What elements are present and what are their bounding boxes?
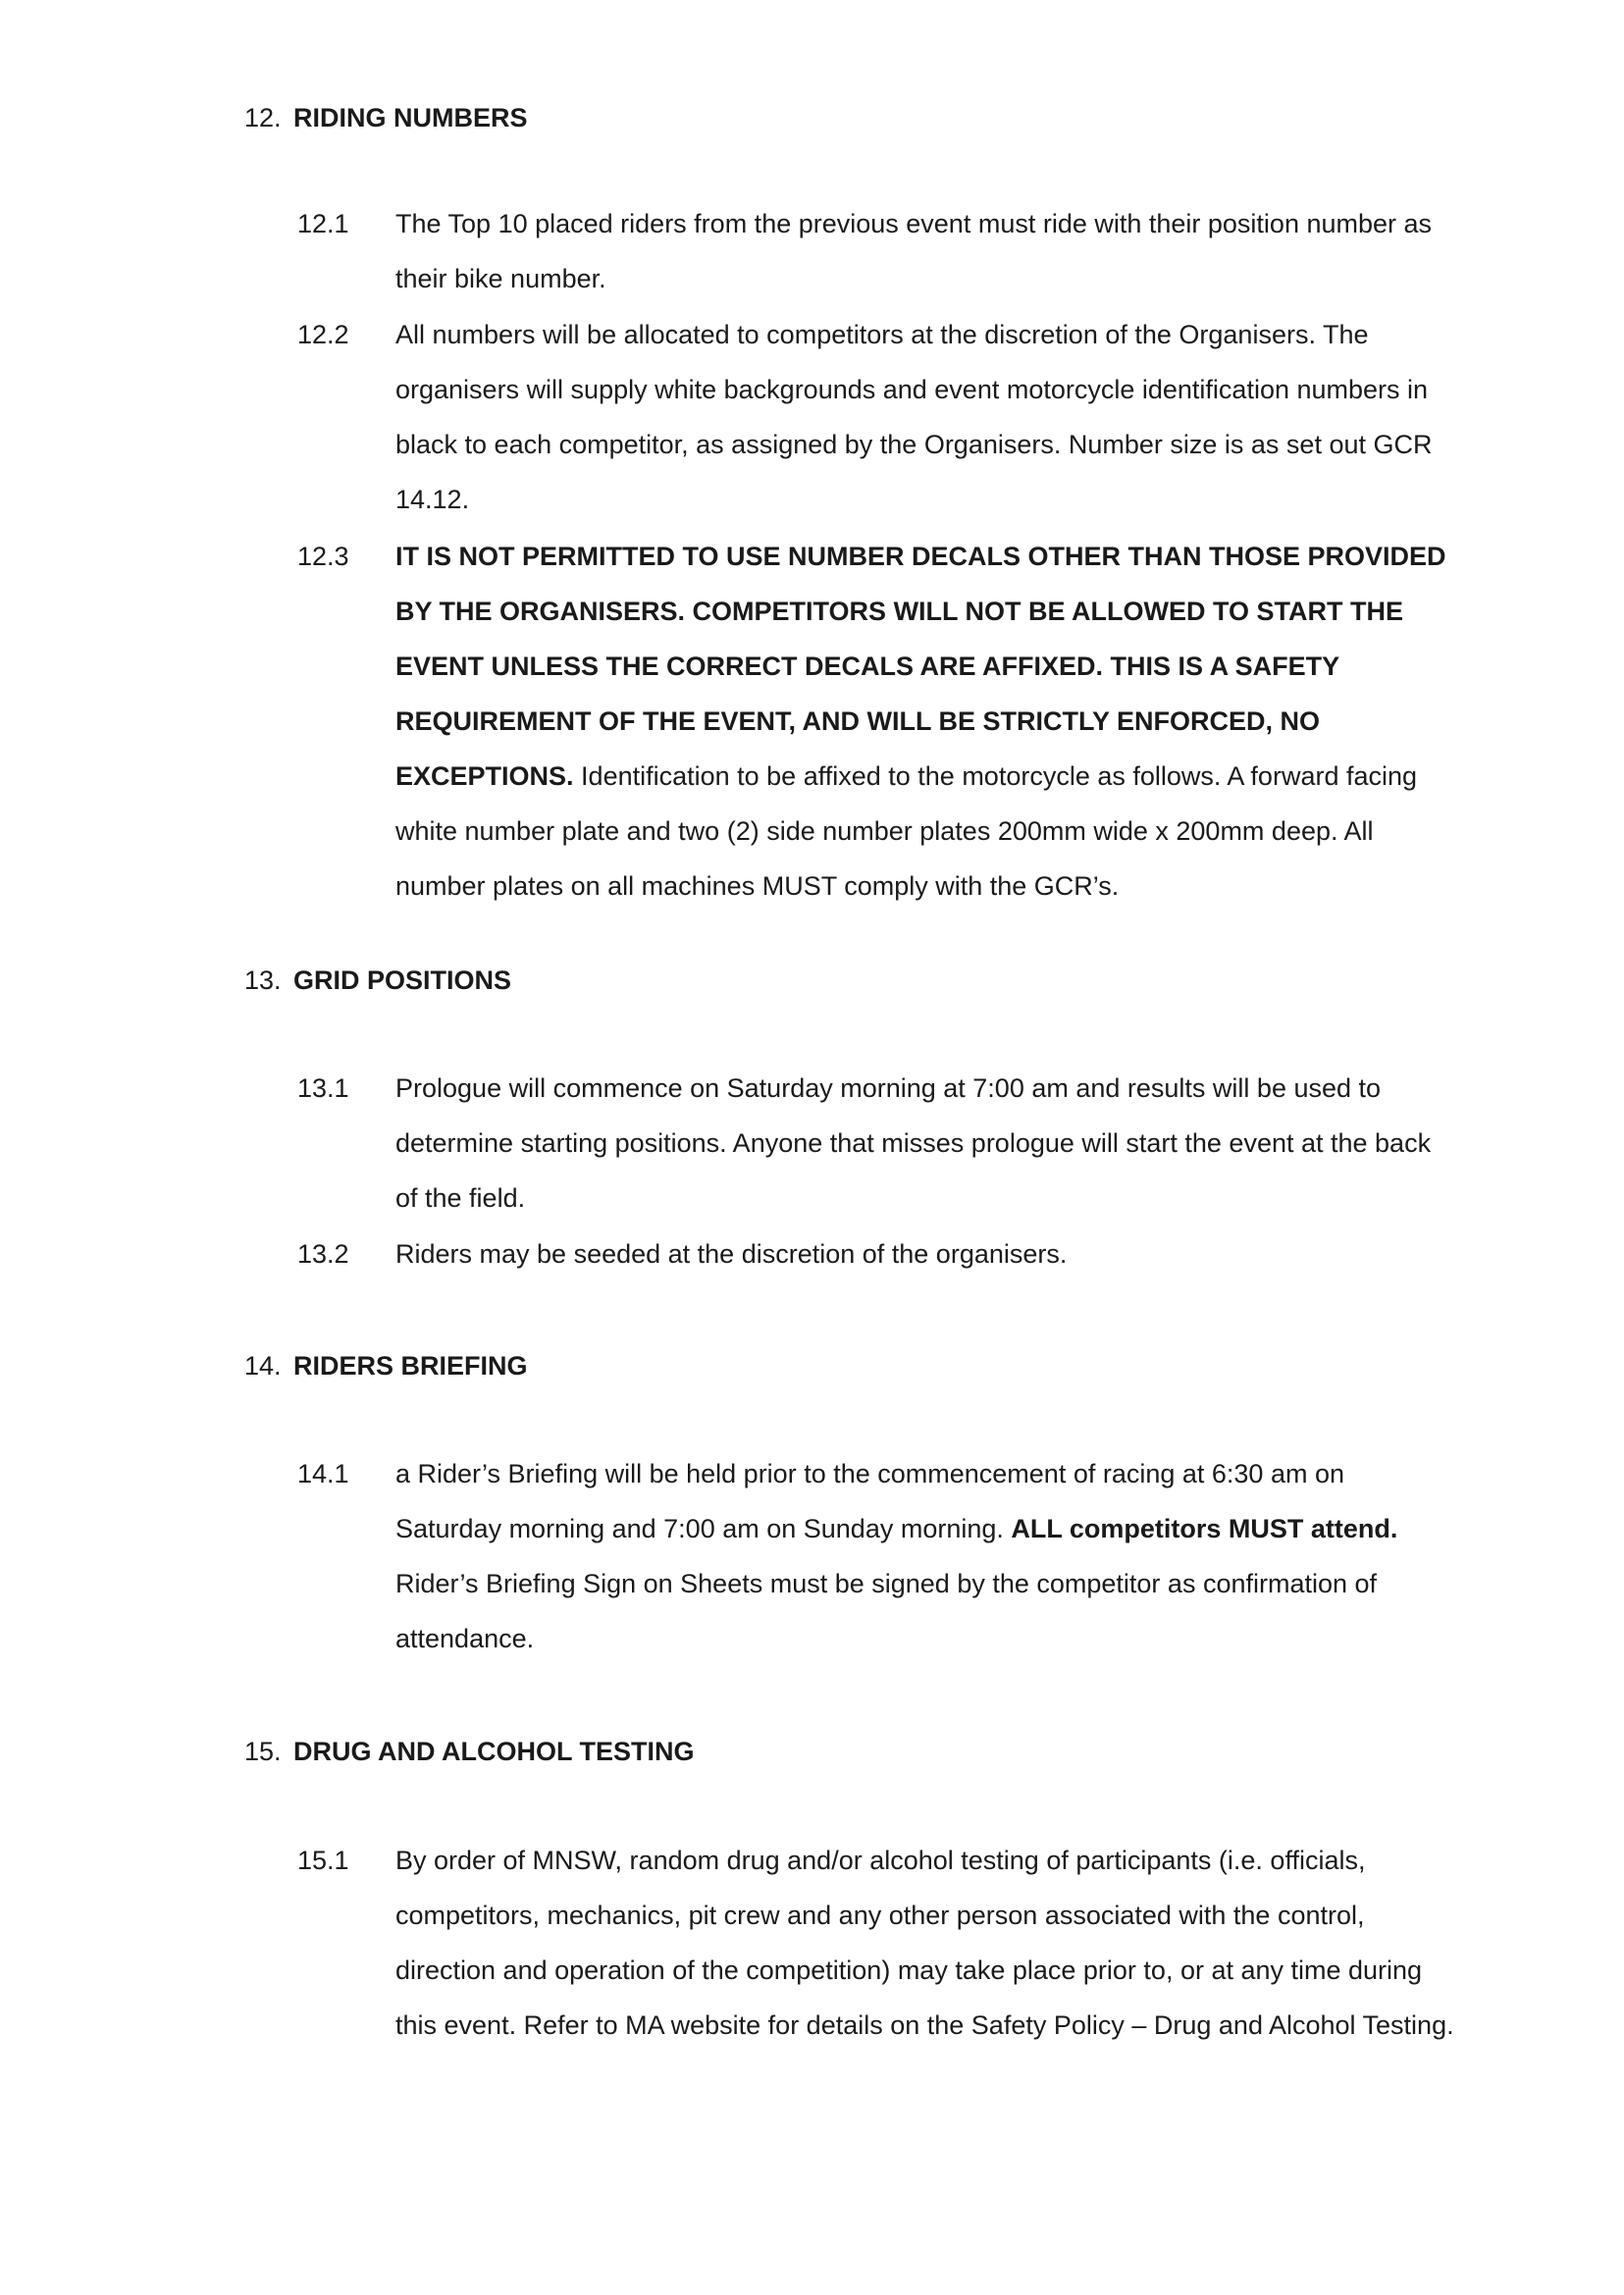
- clause-12-3: [297, 529, 1455, 913]
- section-title: DRUG AND ALCOHOL TESTING: [293, 1737, 695, 1766]
- section-number: 15.: [244, 1737, 282, 1766]
- clause-text: Riders may be seeded at the discretion of the organisers.: [395, 1239, 1068, 1269]
- section-heading-15: [244, 1739, 695, 1765]
- clause-text: The Top 10 placed riders from the previous event must ride with their position number as their bike number.: [395, 209, 1433, 293]
- section-heading-14: [244, 1353, 528, 1380]
- clause-14-1: [297, 1446, 1455, 1666]
- clause-12-1: [297, 196, 1455, 306]
- clause-number: 15.1: [297, 1846, 349, 1875]
- clause-number: 12.2: [297, 320, 349, 349]
- clause-bold-text: IT IS NOT PERMITTED TO USE NUMBER DECALS OTHER THAN THOSE PROVIDED BY THE ORGANISERS. COMPETITORS WILL NOT BE ALLOWED TO START THE EVENT UNLESS THE CORRECT DECALS ARE AFFIXED. THIS IS A SAFETY REQUIREMENT OF THE EVENT, AND WILL BE STRICTLY ENFORCED, NO EXCEPTIONS.: [395, 542, 1446, 791]
- section-heading-12: [244, 105, 528, 131]
- section-title: RIDERS BRIEFING: [293, 1351, 528, 1381]
- clause-bold-text: ALL competitors MUST attend.: [1011, 1514, 1398, 1543]
- clause-number: 13.2: [297, 1239, 349, 1269]
- section-number: 14.: [244, 1351, 282, 1381]
- clause-text: By order of MNSW, random drug and/or alcohol testing of participants (i.e. officials, competitors, mechanics, pit crew and any other person associated with the control, direction and operation of the competition) may take place prior to, or at any time during this event. Refer to MA website for details on the Safety Policy – Drug and Alcohol Testing.: [395, 1846, 1454, 2040]
- clause-text: All numbers will be allocated to competitors at the discretion of the Organisers. The organisers will supply white backgrounds and event motorcycle identification numbers in black to each competitor, as assigned by the Organisers. Number size is as set out GCR 14.12.: [395, 320, 1433, 514]
- clause-number: 12.3: [297, 542, 349, 571]
- section-title: RIDING NUMBERS: [293, 103, 528, 132]
- section-number: 12.: [244, 103, 282, 132]
- clause-body-text: a Rider’s Briefing will be held prior to the commencement of racing at 6:30 am on Saturday morning and 7:00 am on Sunday morning.: [395, 1459, 1344, 1543]
- clause-body-text-2: Rider’s Briefing Sign on Sheets must be signed by the competitor as confirmation of attendance.: [395, 1569, 1378, 1653]
- section-title: GRID POSITIONS: [293, 965, 512, 995]
- clause-text: [395, 529, 1455, 913]
- clause-15-1: [297, 1833, 1455, 2053]
- section-number: 13.: [244, 965, 282, 995]
- clause-body-text: Identification to be affixed to the motorcycle as follows. A forward facing white number plate and two (2) side number plates 200mm wide x 200mm deep. All number plates on all machines MUST comply with the GCR’s.: [395, 761, 1418, 901]
- clause-text: [395, 1446, 1455, 1666]
- clause-text: Prologue will commence on Saturday morning at 7:00 am and results will be used to determine starting positions. Anyone that misses prologue will start the event at the back of the field.: [395, 1073, 1432, 1213]
- clause-13-1: [297, 1061, 1455, 1226]
- section-heading-13: [244, 967, 511, 994]
- clause-13-2: [297, 1226, 1455, 1281]
- clause-number: 14.1: [297, 1459, 349, 1488]
- clause-number: 12.1: [297, 209, 349, 238]
- clause-number: 13.1: [297, 1073, 349, 1103]
- clause-12-2: [297, 307, 1455, 527]
